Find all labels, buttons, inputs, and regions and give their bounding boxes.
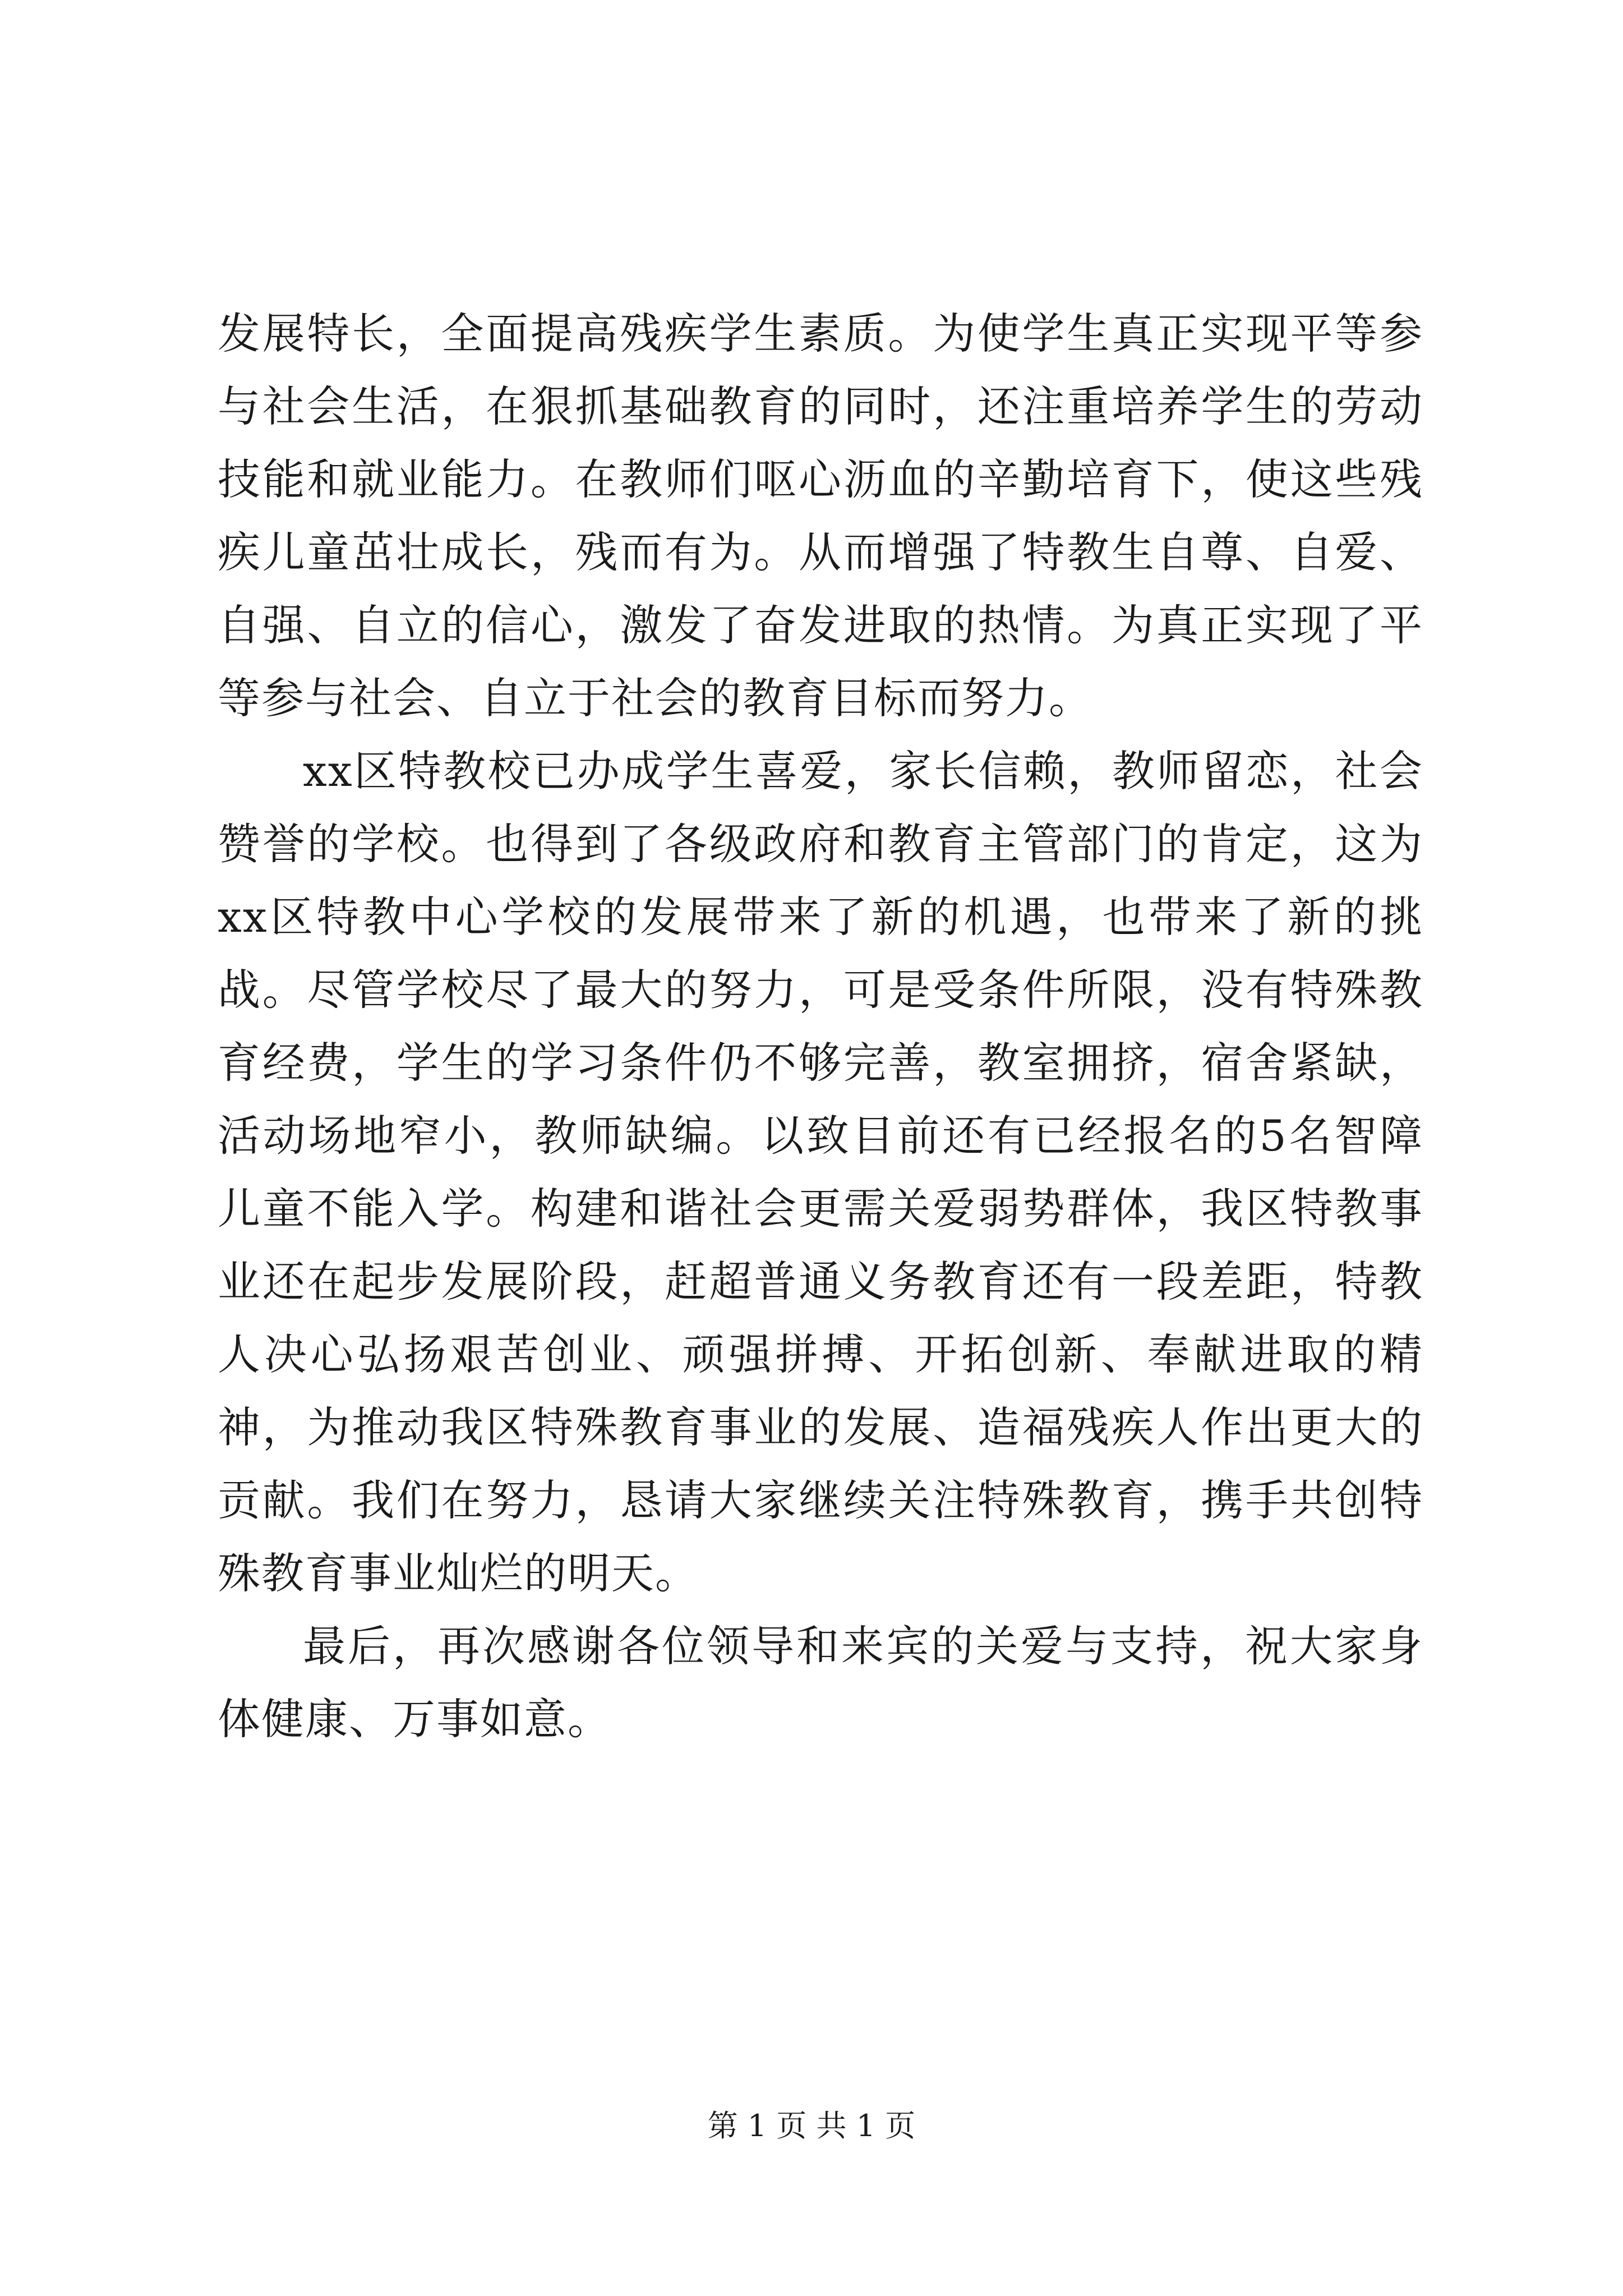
paragraph-1: 发展特长，全面提高残疾学生素质。为使学生真正实现平等参与社会生活，在狠抓基础教育的同时，还注重培养学生的劳动技能和就业能力。在教师们呕心沥血的辛勤培育下，使这些残疾儿童茁壮成长，残而有为。从而增强了特教生自尊、自爱、自强、自立的信心，激发了奋发进取的热情。为真正实现了平等参与社会、自立于社会的教育目标而努力。: [218, 309, 1423, 723]
document-body: [218, 297, 1423, 1756]
paragraph-2: xx区特教校已办成学生喜爱，家长信赖，教师留恋，社会赞誉的学校。也得到了各级政府和教育主管部门的肯定，这为xx区特教中心学校的发展带来了新的机遇，也带来了新的挑战。尽管学校尽了最大的努力，可是受条件所限，没有特殊教育经费，学生的学习条件仍不够完善，教室拥挤，宿舍紧缺，活动场地窄小，教师缺编。以致目前还有已经报名的5名智障儿童不能入学。构建和谐社会更需关爱弱势群体，我区特教事业还在起步发展阶段，赶超普通义务教育还有一段差距，特教人决心弘扬艰苦创业、顽强拼搏、开拓创新、奉献进取的精神，为推动我区特殊教育事业的发展、造福残疾人作出更大的贡献。我们在努力，恳请大家继续关注特殊教育，携手共创特殊教育事业灿烂的明天。: [218, 746, 1423, 1598]
page-number-footer: 第 1 页 共 1 页: [707, 2108, 916, 2143]
paragraph-3: 最后，再次感谢各位领导和来宾的关爱与支持，祝大家身体健康、万事如意。: [218, 1621, 1423, 1744]
